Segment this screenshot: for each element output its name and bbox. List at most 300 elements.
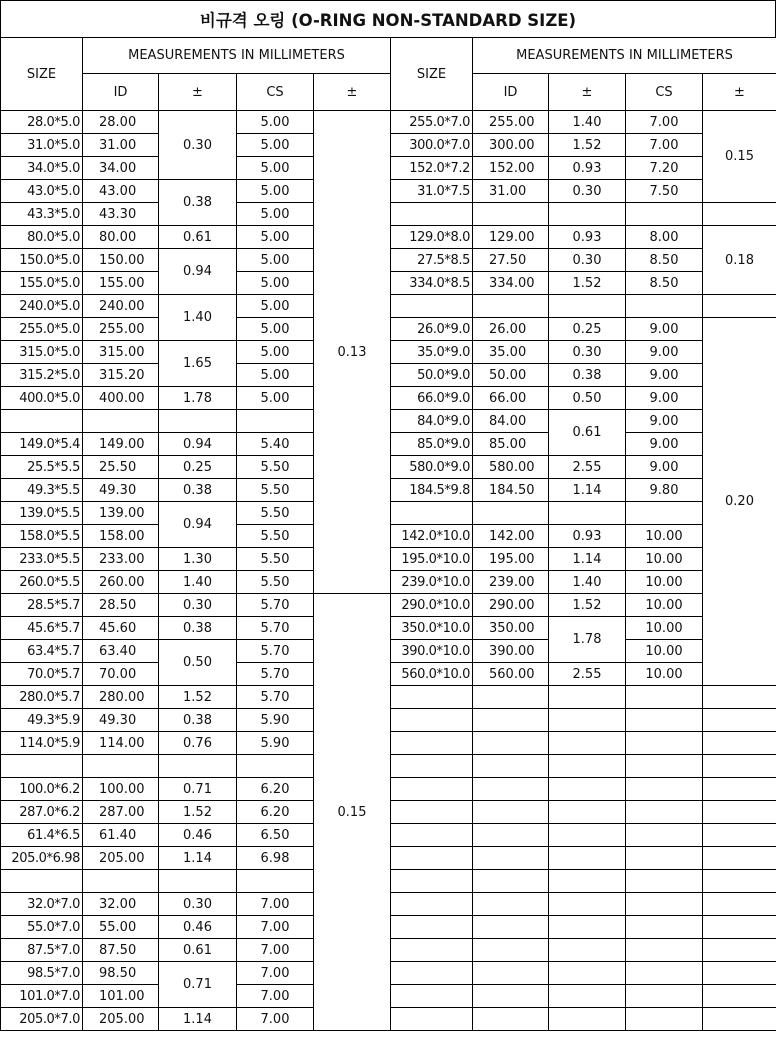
cs-cell bbox=[626, 755, 703, 778]
id-tolerance-cell: 0.93 bbox=[549, 157, 626, 180]
size-cell bbox=[1, 410, 83, 433]
id-tolerance-cell: 0.61 bbox=[549, 410, 626, 456]
id-tolerance-cell bbox=[549, 686, 626, 709]
cs-cell bbox=[626, 985, 703, 1008]
size-cell: 66.0*9.0 bbox=[391, 387, 473, 410]
cs-cell: 9.00 bbox=[626, 318, 703, 341]
id-cell bbox=[473, 295, 549, 318]
cs-tolerance-cell bbox=[703, 203, 776, 226]
id-cell: 205.00 bbox=[83, 847, 159, 870]
cs-cell bbox=[626, 709, 703, 732]
table-row bbox=[1, 111, 776, 134]
id-tolerance-cell bbox=[549, 732, 626, 755]
id-cell bbox=[473, 824, 549, 847]
id-tolerance-cell: 1.52 bbox=[159, 686, 237, 709]
cs-cell: 7.00 bbox=[237, 1008, 314, 1031]
cs-tolerance-cell bbox=[703, 1008, 776, 1031]
size-cell: 350.0*10.0 bbox=[391, 617, 473, 640]
cs-tolerance-cell: 0.20 bbox=[703, 318, 776, 686]
id-cell: 560.00 bbox=[473, 663, 549, 686]
cs-tolerance-cell bbox=[703, 893, 776, 916]
cs-cell: 5.70 bbox=[237, 663, 314, 686]
id-tolerance-cell bbox=[159, 755, 237, 778]
id-cell bbox=[473, 709, 549, 732]
size-cell: 80.0*5.0 bbox=[1, 226, 83, 249]
cs-cell bbox=[626, 847, 703, 870]
id-tolerance-cell: 1.14 bbox=[159, 847, 237, 870]
size-cell: 334.0*8.5 bbox=[391, 272, 473, 295]
id-cell: 45.60 bbox=[83, 617, 159, 640]
size-cell: 101.0*7.0 bbox=[1, 985, 83, 1008]
id-tolerance-cell: 2.55 bbox=[549, 663, 626, 686]
id-cell: 28.00 bbox=[83, 111, 159, 134]
cs-cell: 5.70 bbox=[237, 686, 314, 709]
id-cell: 32.00 bbox=[83, 893, 159, 916]
size-cell: 287.0*6.2 bbox=[1, 801, 83, 824]
id-cell: 255.00 bbox=[473, 111, 549, 134]
id-tolerance-cell: 1.52 bbox=[549, 272, 626, 295]
size-cell: 28.5*5.7 bbox=[1, 594, 83, 617]
size-cell: 280.0*5.7 bbox=[1, 686, 83, 709]
id-cell: 184.50 bbox=[473, 479, 549, 502]
size-cell: 290.0*10.0 bbox=[391, 594, 473, 617]
id-cell: 27.50 bbox=[473, 249, 549, 272]
id-tolerance-cell bbox=[549, 203, 626, 226]
id-cell: 150.00 bbox=[83, 249, 159, 272]
size-cell: 195.0*10.0 bbox=[391, 548, 473, 571]
id-cell: 43.30 bbox=[83, 203, 159, 226]
id-cell: 158.00 bbox=[83, 525, 159, 548]
cs-cell: 7.00 bbox=[237, 916, 314, 939]
size-cell: 85.0*9.0 bbox=[391, 433, 473, 456]
id-cell: 80.00 bbox=[83, 226, 159, 249]
cs-cell: 5.50 bbox=[237, 548, 314, 571]
id-tolerance-cell bbox=[549, 870, 626, 893]
id-cell bbox=[473, 939, 549, 962]
id-cell: 290.00 bbox=[473, 594, 549, 617]
size-cell bbox=[391, 732, 473, 755]
cs-cell bbox=[237, 755, 314, 778]
cs-cell: 7.00 bbox=[237, 985, 314, 1008]
id-tolerance-cell: 1.65 bbox=[159, 341, 237, 387]
id-cell: 390.00 bbox=[473, 640, 549, 663]
size-cell: 205.0*7.0 bbox=[1, 1008, 83, 1031]
size-cell: 63.4*5.7 bbox=[1, 640, 83, 663]
size-cell: 152.0*7.2 bbox=[391, 157, 473, 180]
cs-tolerance-cell bbox=[703, 732, 776, 755]
id-tolerance-cell bbox=[549, 824, 626, 847]
id-cell: 233.00 bbox=[83, 548, 159, 571]
id-cell: 34.00 bbox=[83, 157, 159, 180]
measurements-header-right: MEASUREMENTS IN MILLIMETERS bbox=[473, 38, 776, 74]
id-tolerance-cell: 0.30 bbox=[549, 180, 626, 203]
size-cell: 61.4*6.5 bbox=[1, 824, 83, 847]
id-tolerance-cell: 1.14 bbox=[159, 1008, 237, 1031]
id-header-right: ID bbox=[473, 74, 549, 111]
id-tolerance-cell bbox=[549, 962, 626, 985]
cs-cell: 6.50 bbox=[237, 824, 314, 847]
cs-tolerance-cell: 0.15 bbox=[703, 111, 776, 203]
cs-cell: 5.70 bbox=[237, 617, 314, 640]
cs-tolerance-cell bbox=[703, 709, 776, 732]
size-cell: 50.0*9.0 bbox=[391, 364, 473, 387]
id-cell: 63.40 bbox=[83, 640, 159, 663]
size-cell: 315.2*5.0 bbox=[1, 364, 83, 387]
size-cell: 43.0*5.0 bbox=[1, 180, 83, 203]
size-cell bbox=[391, 962, 473, 985]
cs-cell: 10.00 bbox=[626, 548, 703, 571]
cs-cell: 7.00 bbox=[237, 939, 314, 962]
id-cell: 98.50 bbox=[83, 962, 159, 985]
id-cell bbox=[473, 732, 549, 755]
cs-cell bbox=[626, 203, 703, 226]
id-tolerance-cell: 0.94 bbox=[159, 502, 237, 548]
cs-cell: 7.00 bbox=[237, 962, 314, 985]
id-tolerance-cell: 1.52 bbox=[159, 801, 237, 824]
id-tolerance-cell: 0.30 bbox=[159, 893, 237, 916]
cs-cell: 10.00 bbox=[626, 571, 703, 594]
cs-cell: 9.00 bbox=[626, 341, 703, 364]
size-cell: 240.0*5.0 bbox=[1, 295, 83, 318]
id-tolerance-cell: 0.30 bbox=[159, 594, 237, 617]
table-body bbox=[1, 111, 776, 1031]
size-header-left: SIZE bbox=[1, 38, 83, 111]
id-tolerance-cell: 1.40 bbox=[549, 571, 626, 594]
cs-cell: 5.00 bbox=[237, 272, 314, 295]
cs-cell bbox=[626, 962, 703, 985]
id-cell: 300.00 bbox=[473, 134, 549, 157]
id-cell: 315.00 bbox=[83, 341, 159, 364]
size-cell bbox=[1, 755, 83, 778]
id-cell: 129.00 bbox=[473, 226, 549, 249]
id-tolerance-cell bbox=[549, 916, 626, 939]
cs-cell bbox=[626, 778, 703, 801]
id-tolerance-cell: 0.30 bbox=[549, 341, 626, 364]
cs-cell: 5.00 bbox=[237, 318, 314, 341]
id-cell: 149.00 bbox=[83, 433, 159, 456]
cs-cell: 5.00 bbox=[237, 364, 314, 387]
id-cell: 49.30 bbox=[83, 479, 159, 502]
id-tolerance-cell: 0.94 bbox=[159, 433, 237, 456]
cs-cell bbox=[626, 1008, 703, 1031]
cs-cell: 5.90 bbox=[237, 709, 314, 732]
size-cell: 49.3*5.9 bbox=[1, 709, 83, 732]
id-tolerance-cell: 2.55 bbox=[549, 456, 626, 479]
id-tolerance-cell: 0.38 bbox=[159, 479, 237, 502]
cs-cell: 5.00 bbox=[237, 180, 314, 203]
size-cell: 400.0*5.0 bbox=[1, 387, 83, 410]
size-cell bbox=[391, 801, 473, 824]
id-cell: 26.00 bbox=[473, 318, 549, 341]
cs-tolerance-cell bbox=[703, 962, 776, 985]
id-tolerance-cell: 1.78 bbox=[549, 617, 626, 663]
id-tolerance-cell bbox=[549, 778, 626, 801]
size-cell bbox=[391, 755, 473, 778]
size-cell bbox=[391, 985, 473, 1008]
cs-cell bbox=[626, 295, 703, 318]
id-tolerance-cell bbox=[549, 985, 626, 1008]
size-cell: 35.0*9.0 bbox=[391, 341, 473, 364]
id-cell: 66.00 bbox=[473, 387, 549, 410]
cs-cell: 9.00 bbox=[626, 410, 703, 433]
id-cell: 87.50 bbox=[83, 939, 159, 962]
id-tolerance-cell bbox=[549, 295, 626, 318]
oring-table bbox=[0, 37, 776, 1031]
id-cell: 334.00 bbox=[473, 272, 549, 295]
size-cell: 25.5*5.5 bbox=[1, 456, 83, 479]
id-cell: 28.50 bbox=[83, 594, 159, 617]
cs-header-left: CS bbox=[237, 74, 314, 111]
cs-cell: 5.00 bbox=[237, 387, 314, 410]
cs-cell: 5.00 bbox=[237, 226, 314, 249]
cs-cell: 5.90 bbox=[237, 732, 314, 755]
size-cell: 31.0*7.5 bbox=[391, 180, 473, 203]
id-tolerance-cell: 0.94 bbox=[159, 249, 237, 295]
id-cell: 101.00 bbox=[83, 985, 159, 1008]
id-tolerance-cell: 0.30 bbox=[159, 111, 237, 180]
id-tolerance-cell: 0.61 bbox=[159, 226, 237, 249]
id-cell: 255.00 bbox=[83, 318, 159, 341]
cs-tolerance-cell: 0.13 bbox=[314, 111, 391, 594]
size-cell: 43.3*5.0 bbox=[1, 203, 83, 226]
cs-tolerance-cell: 0.15 bbox=[314, 594, 391, 1031]
cs-cell: 10.00 bbox=[626, 594, 703, 617]
size-cell: 260.0*5.5 bbox=[1, 571, 83, 594]
id-cell: 85.00 bbox=[473, 433, 549, 456]
id-tolerance-cell bbox=[549, 847, 626, 870]
id-tolerance-cell: 0.50 bbox=[549, 387, 626, 410]
id-cell: 35.00 bbox=[473, 341, 549, 364]
id-tolerance-cell: 0.93 bbox=[549, 525, 626, 548]
cs-cell: 5.50 bbox=[237, 502, 314, 525]
cs-cell: 5.00 bbox=[237, 341, 314, 364]
size-cell: 49.3*5.5 bbox=[1, 479, 83, 502]
id-cell bbox=[473, 1008, 549, 1031]
id-cell bbox=[83, 410, 159, 433]
table-row bbox=[1, 594, 776, 617]
cs-tolerance-cell bbox=[703, 824, 776, 847]
cs-cell bbox=[626, 824, 703, 847]
size-cell: 27.5*8.5 bbox=[391, 249, 473, 272]
size-cell: 31.0*5.0 bbox=[1, 134, 83, 157]
id-tolerance-cell: 1.52 bbox=[549, 134, 626, 157]
cs-cell: 9.80 bbox=[626, 479, 703, 502]
cs-tolerance-header-right: ± bbox=[703, 74, 776, 111]
cs-cell: 9.00 bbox=[626, 456, 703, 479]
cs-cell: 8.50 bbox=[626, 272, 703, 295]
id-tolerance-cell: 0.76 bbox=[159, 732, 237, 755]
id-cell: 84.00 bbox=[473, 410, 549, 433]
id-cell: 580.00 bbox=[473, 456, 549, 479]
size-cell bbox=[391, 916, 473, 939]
cs-tolerance-cell: 0.18 bbox=[703, 226, 776, 295]
id-cell bbox=[473, 502, 549, 525]
cs-cell bbox=[237, 410, 314, 433]
size-cell bbox=[391, 295, 473, 318]
id-tolerance-cell bbox=[549, 939, 626, 962]
size-cell: 580.0*9.0 bbox=[391, 456, 473, 479]
cs-cell: 10.00 bbox=[626, 525, 703, 548]
size-cell bbox=[391, 893, 473, 916]
id-tolerance-cell bbox=[159, 870, 237, 893]
size-cell bbox=[391, 1008, 473, 1031]
id-tolerance-cell bbox=[159, 410, 237, 433]
id-tolerance-cell: 1.78 bbox=[159, 387, 237, 410]
cs-cell: 5.50 bbox=[237, 479, 314, 502]
size-cell bbox=[391, 870, 473, 893]
id-cell: 100.00 bbox=[83, 778, 159, 801]
size-cell: 233.0*5.5 bbox=[1, 548, 83, 571]
page-title: 비규격 오링 (O-RING NON-STANDARD SIZE) bbox=[0, 0, 776, 37]
id-tolerance-cell: 0.61 bbox=[159, 939, 237, 962]
id-tolerance-cell bbox=[549, 755, 626, 778]
cs-cell: 5.00 bbox=[237, 134, 314, 157]
id-cell: 50.00 bbox=[473, 364, 549, 387]
id-cell: 61.40 bbox=[83, 824, 159, 847]
id-cell bbox=[473, 985, 549, 1008]
cs-tolerance-cell bbox=[703, 847, 776, 870]
id-cell: 70.00 bbox=[83, 663, 159, 686]
id-tolerance-cell: 0.46 bbox=[159, 916, 237, 939]
cs-cell: 5.50 bbox=[237, 571, 314, 594]
cs-cell bbox=[626, 939, 703, 962]
size-cell bbox=[391, 686, 473, 709]
id-cell bbox=[473, 686, 549, 709]
size-cell: 155.0*5.0 bbox=[1, 272, 83, 295]
id-tolerance-cell: 1.14 bbox=[549, 548, 626, 571]
cs-cell: 7.00 bbox=[626, 111, 703, 134]
cs-cell: 9.00 bbox=[626, 387, 703, 410]
size-cell: 114.0*5.9 bbox=[1, 732, 83, 755]
size-cell: 45.6*5.7 bbox=[1, 617, 83, 640]
size-cell: 255.0*7.0 bbox=[391, 111, 473, 134]
id-tolerance-cell: 0.38 bbox=[549, 364, 626, 387]
id-cell bbox=[473, 755, 549, 778]
id-cell bbox=[473, 778, 549, 801]
cs-cell: 9.00 bbox=[626, 433, 703, 456]
id-tolerance-cell: 0.38 bbox=[159, 617, 237, 640]
id-cell: 239.00 bbox=[473, 571, 549, 594]
size-cell: 255.0*5.0 bbox=[1, 318, 83, 341]
size-cell: 34.0*5.0 bbox=[1, 157, 83, 180]
id-cell bbox=[473, 916, 549, 939]
id-cell: 350.00 bbox=[473, 617, 549, 640]
size-cell bbox=[391, 939, 473, 962]
cs-cell: 7.20 bbox=[626, 157, 703, 180]
cs-cell: 10.00 bbox=[626, 640, 703, 663]
size-cell: 560.0*10.0 bbox=[391, 663, 473, 686]
id-cell: 287.00 bbox=[83, 801, 159, 824]
cs-cell: 5.00 bbox=[237, 295, 314, 318]
id-cell: 240.00 bbox=[83, 295, 159, 318]
size-cell: 98.5*7.0 bbox=[1, 962, 83, 985]
cs-cell bbox=[626, 502, 703, 525]
cs-cell: 6.20 bbox=[237, 801, 314, 824]
cs-cell bbox=[237, 870, 314, 893]
id-tolerance-cell: 0.46 bbox=[159, 824, 237, 847]
id-cell: 43.00 bbox=[83, 180, 159, 203]
id-cell bbox=[473, 847, 549, 870]
cs-cell: 6.98 bbox=[237, 847, 314, 870]
id-cell: 31.00 bbox=[473, 180, 549, 203]
cs-cell bbox=[626, 732, 703, 755]
id-cell bbox=[473, 962, 549, 985]
cs-cell: 5.40 bbox=[237, 433, 314, 456]
size-cell bbox=[391, 502, 473, 525]
id-cell: 155.00 bbox=[83, 272, 159, 295]
cs-cell: 8.50 bbox=[626, 249, 703, 272]
cs-cell: 8.00 bbox=[626, 226, 703, 249]
id-tolerance-cell: 1.40 bbox=[159, 571, 237, 594]
size-cell: 129.0*8.0 bbox=[391, 226, 473, 249]
cs-cell: 7.50 bbox=[626, 180, 703, 203]
id-cell: 195.00 bbox=[473, 548, 549, 571]
id-tolerance-cell: 0.50 bbox=[159, 640, 237, 686]
cs-cell bbox=[626, 686, 703, 709]
size-cell bbox=[391, 778, 473, 801]
size-cell: 28.0*5.0 bbox=[1, 111, 83, 134]
id-cell bbox=[473, 870, 549, 893]
id-tolerance-header-left: ± bbox=[159, 74, 237, 111]
id-tolerance-header-right: ± bbox=[549, 74, 626, 111]
size-cell: 55.0*7.0 bbox=[1, 916, 83, 939]
measurements-header-left: MEASUREMENTS IN MILLIMETERS bbox=[83, 38, 391, 74]
size-cell: 390.0*10.0 bbox=[391, 640, 473, 663]
cs-tolerance-cell bbox=[703, 985, 776, 1008]
id-cell: 49.30 bbox=[83, 709, 159, 732]
cs-cell: 7.00 bbox=[626, 134, 703, 157]
size-cell bbox=[391, 203, 473, 226]
id-cell: 139.00 bbox=[83, 502, 159, 525]
cs-cell bbox=[626, 801, 703, 824]
cs-tolerance-cell bbox=[703, 916, 776, 939]
size-cell: 26.0*9.0 bbox=[391, 318, 473, 341]
id-cell bbox=[83, 755, 159, 778]
cs-cell: 5.00 bbox=[237, 157, 314, 180]
id-cell: 280.00 bbox=[83, 686, 159, 709]
id-cell: 31.00 bbox=[83, 134, 159, 157]
size-cell: 139.0*5.5 bbox=[1, 502, 83, 525]
id-tolerance-cell: 0.93 bbox=[549, 226, 626, 249]
size-cell bbox=[391, 709, 473, 732]
id-cell: 260.00 bbox=[83, 571, 159, 594]
id-tolerance-cell bbox=[549, 801, 626, 824]
cs-tolerance-cell bbox=[703, 295, 776, 318]
size-cell: 184.5*9.8 bbox=[391, 479, 473, 502]
cs-cell: 5.50 bbox=[237, 525, 314, 548]
id-cell bbox=[473, 203, 549, 226]
id-tolerance-cell bbox=[549, 1008, 626, 1031]
size-cell bbox=[1, 870, 83, 893]
size-cell: 84.0*9.0 bbox=[391, 410, 473, 433]
id-cell: 114.00 bbox=[83, 732, 159, 755]
cs-cell: 10.00 bbox=[626, 663, 703, 686]
cs-cell: 10.00 bbox=[626, 617, 703, 640]
size-cell: 300.0*7.0 bbox=[391, 134, 473, 157]
id-tolerance-cell: 0.25 bbox=[159, 456, 237, 479]
size-cell: 158.0*5.5 bbox=[1, 525, 83, 548]
id-cell bbox=[473, 801, 549, 824]
cs-cell bbox=[626, 893, 703, 916]
cs-tolerance-cell bbox=[703, 870, 776, 893]
size-cell: 87.5*7.0 bbox=[1, 939, 83, 962]
id-tolerance-cell: 1.14 bbox=[549, 479, 626, 502]
cs-tolerance-cell bbox=[703, 755, 776, 778]
size-cell: 70.0*5.7 bbox=[1, 663, 83, 686]
id-tolerance-cell: 0.38 bbox=[159, 180, 237, 226]
id-tolerance-cell bbox=[549, 709, 626, 732]
size-header-right: SIZE bbox=[391, 38, 473, 111]
